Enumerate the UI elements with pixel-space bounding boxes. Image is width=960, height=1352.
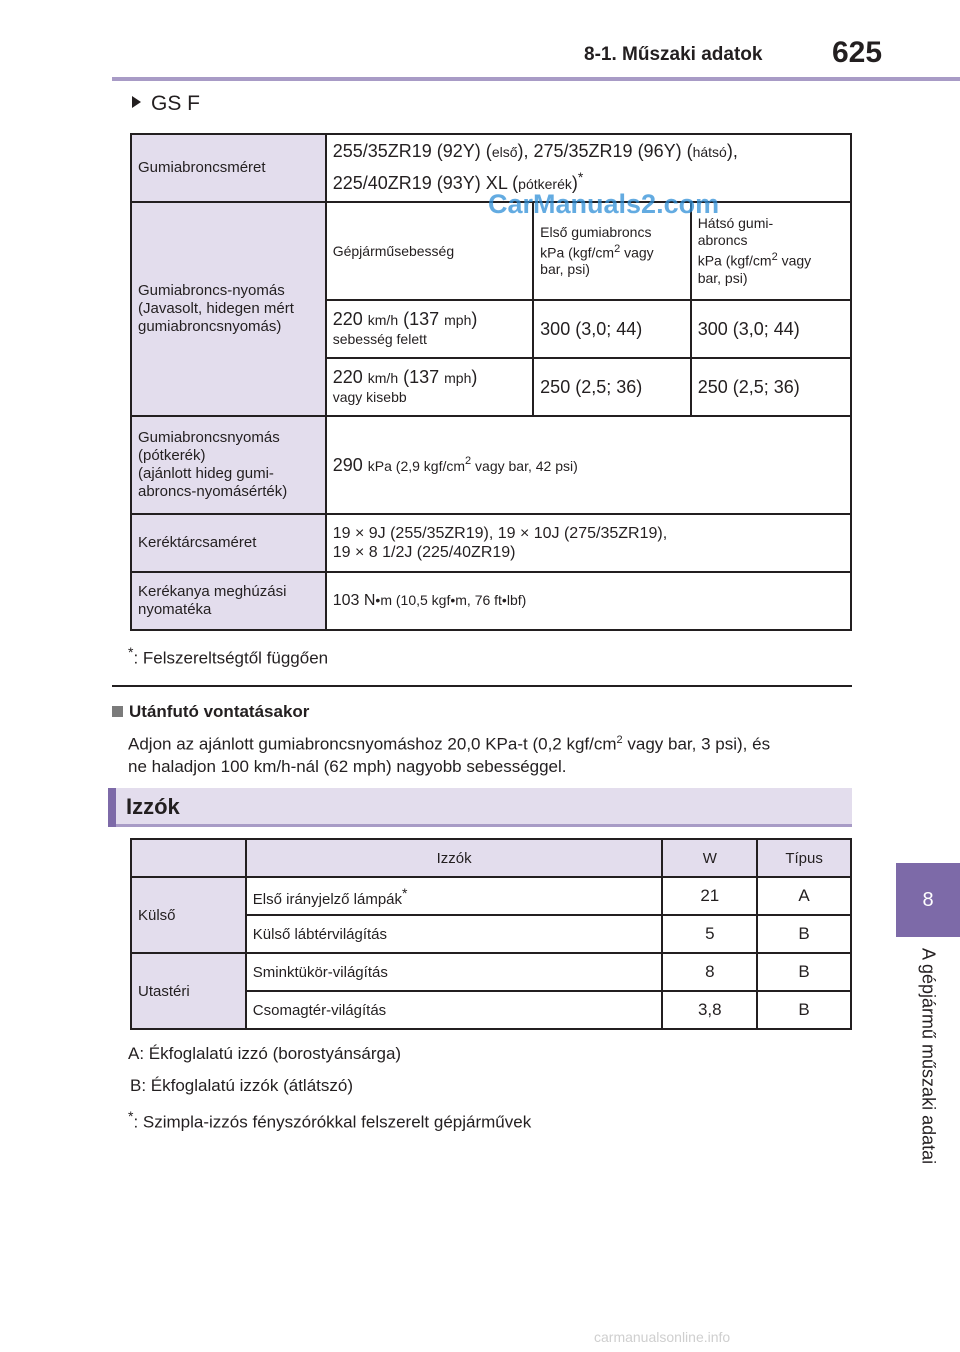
type-cell: A — [757, 877, 851, 915]
table-row — [131, 953, 851, 991]
nut-torque-value: 103 N•m (10,5 kgf•m, 76 ft•lbf) — [326, 572, 851, 630]
tire-size-value: 255/35ZR19 (92Y) (első), 275/35ZR19 (96Y) (hátsó), 225/40ZR19 (93Y) XL (pótkerék)* — [326, 134, 851, 202]
chapter-side-label-box — [896, 948, 960, 1208]
footnote-availability: *: Felszereltségtől függően — [128, 644, 329, 668]
bulb-name-cell: Csomagtér-világítás — [246, 991, 663, 1029]
type-cell: B — [757, 915, 851, 953]
spare-pressure-value: 290 kPa (2,9 kgf/$cm^2$ vagy bar, 42 psi) — [326, 416, 851, 514]
trailer-text: Adjon az ajánlott gumiabroncsnyomáshoz 20,0 KPa-t (0,2 kgf/$cm^2$ vagy bar, 3 psi), és ne haladjon 100 km/h-nál (62 mph) nagyobb sebességgel. — [128, 734, 771, 776]
footnote-single-bulb: *: Szimpla-izzós fényszórókkal felszerelt gépjárművek — [128, 1108, 532, 1132]
model-name: GS F — [151, 92, 201, 115]
group-cell: Utastéri — [131, 953, 246, 1029]
tire-size-label: Gumiabroncsméret — [131, 134, 326, 202]
page-number: 625 — [832, 36, 883, 69]
watt-cell: 21 — [662, 877, 757, 915]
wheel-size-value: 19 × 9J (255/35ZR19), 19 × 10J (275/35ZR19), 19 × 8 1/2J (225/40ZR19) — [326, 514, 851, 572]
table-row — [131, 514, 851, 572]
bulbs-section-header — [108, 788, 852, 827]
legend-a: A: Ékfoglalatú izzó (borostyánsárga) — [128, 1044, 402, 1063]
watt-cell: 8 — [662, 953, 757, 991]
triangle-bullet-icon — [132, 96, 141, 108]
section-accent — [108, 788, 116, 827]
wheel-size-label: Keréktárcsaméret — [131, 514, 326, 572]
watt-cell: 3,8 — [662, 991, 757, 1029]
bulb-name-cell: Első irányjelző lámpák* — [246, 877, 663, 915]
header-cell-empty — [131, 839, 246, 877]
model-heading — [132, 92, 200, 116]
rear-tire-column-header: Hátsó gumi- abroncs kPa ($kgf/cm^2$ vagy bar, psi) — [691, 202, 851, 300]
header-cell: Izzók — [246, 839, 663, 877]
table-header-row — [131, 839, 851, 877]
header-rule — [112, 77, 960, 81]
bulbs-section-title: Izzók — [126, 794, 180, 819]
watt-cell: 5 — [662, 915, 757, 953]
front-pressure-cell: 250 (2,5; 36) — [533, 358, 691, 416]
rear-pressure-cell: 300 (3,0; 44) — [691, 300, 851, 358]
speed-cell: 220 km/h (137 mph) vagy kisebb — [326, 358, 533, 416]
header-cell: W — [662, 839, 757, 877]
rear-pressure-cell: 250 (2,5; 36) — [691, 358, 851, 416]
header-cell: Típus — [757, 839, 851, 877]
trailer-heading: Utánfutó vontatásakor — [112, 702, 309, 722]
spare-pressure-label: Gumiabroncsnyomás (pótkerék) (ajánlott hideg gumi- abroncs-nyomásérték) — [131, 416, 326, 514]
watermark: CarManuals2.com — [488, 189, 720, 219]
square-bullet-icon — [112, 706, 123, 717]
nut-torque-label: Kerékanya meghúzási nyomatéka — [131, 572, 326, 630]
group-cell: Külső — [131, 877, 246, 953]
table-row — [131, 877, 851, 915]
front-tire-column-header: Első gumiabroncs kPa ($kgf/cm^2$ vagy bar, psi) — [533, 202, 691, 300]
bulb-name-cell: Külső lábtérvilágítás — [246, 915, 663, 953]
bulb-table — [130, 838, 852, 1030]
tire-pressure-label: Gumiabroncs-nyomás (Javasolt, hidegen mért gumiabroncsnyomás) — [131, 202, 326, 416]
table-row — [131, 572, 851, 630]
type-cell: B — [757, 991, 851, 1029]
type-cell: B — [757, 953, 851, 991]
bulb-name-cell: Sminktükör-világítás — [246, 953, 663, 991]
chapter-tab: 8 — [896, 863, 960, 937]
speed-column-header: Gépjárműsebesség — [326, 202, 533, 300]
speed-cell: 220 km/h (137 mph) sebesség felett — [326, 300, 533, 358]
section-title: 8-1. Műszaki adatok — [584, 44, 763, 65]
site-watermark: carmanualsonline.info — [594, 1329, 731, 1345]
divider — [112, 685, 852, 687]
front-pressure-cell: 300 (3,0; 44) — [533, 300, 691, 358]
table-row — [131, 416, 851, 514]
legend-b: B: Ékfoglalatú izzók (átlátszó) — [130, 1076, 353, 1095]
chapter-side-label: A gépjármű műszaki adatai — [918, 948, 939, 1165]
